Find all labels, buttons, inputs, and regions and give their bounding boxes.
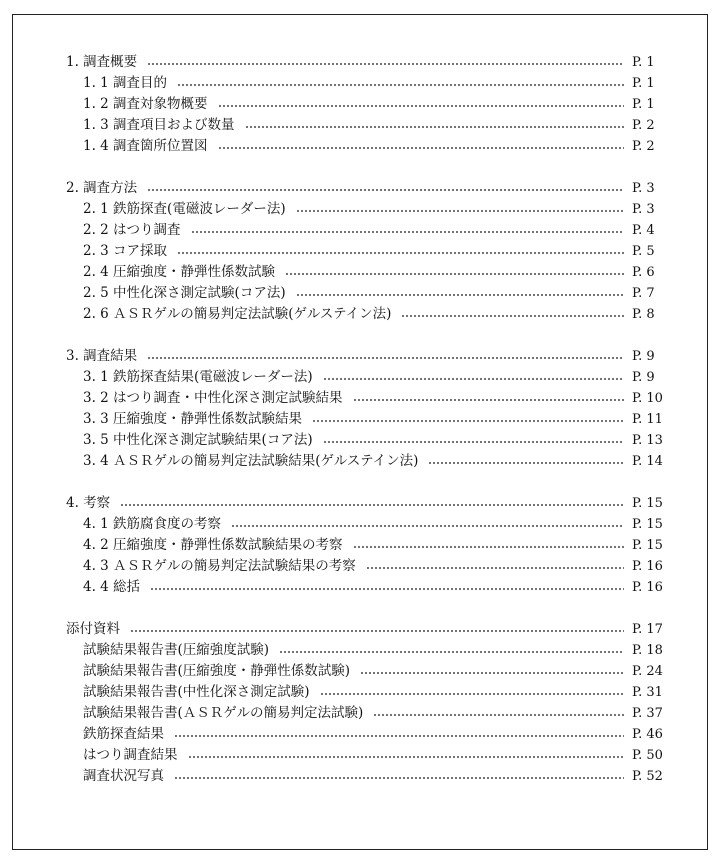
toc-item-title: 1. 1 調査目的 xyxy=(83,75,168,91)
page-number: P. 18 xyxy=(632,643,663,658)
page-number: P. 52 xyxy=(632,769,663,784)
page-number: P. 15 xyxy=(632,517,663,532)
page-number: P. 31 xyxy=(632,685,663,700)
page-number: P. 17 xyxy=(632,622,663,637)
toc-section-row xyxy=(66,52,672,73)
dot-leader xyxy=(323,378,624,380)
dot-leader xyxy=(147,357,624,359)
page-number: P. 46 xyxy=(632,727,663,742)
dot-leader xyxy=(174,735,624,737)
toc-item-title: 2. 1 鉄筋探査(電磁波レーダー法) xyxy=(83,201,286,217)
toc-item-row xyxy=(66,745,672,766)
toc-item-title: 調査状況写真 xyxy=(83,768,164,784)
dot-leader xyxy=(120,504,624,506)
toc-item-row xyxy=(66,451,672,472)
toc-item-title: 2. 2 はつり調査 xyxy=(83,222,181,238)
dot-leader xyxy=(296,210,624,212)
toc-item-row xyxy=(66,577,672,598)
toc-item-row xyxy=(66,661,672,682)
dot-leader xyxy=(231,525,624,527)
toc-item-title: 2. 6 ＡＳＲゲルの簡易判定法試験(ゲルステイン法) xyxy=(83,306,392,322)
toc-section-row xyxy=(66,178,672,199)
dot-leader xyxy=(366,567,624,569)
toc-item-row xyxy=(66,283,672,304)
toc-item-title: 鉄筋探査結果 xyxy=(83,726,164,742)
toc-item-row xyxy=(66,682,672,703)
toc-item-title: はつり調査結果 xyxy=(83,747,178,763)
dot-leader xyxy=(191,231,624,233)
dot-leader xyxy=(150,588,624,590)
page-number: P. 9 xyxy=(632,349,655,364)
page-number: P. 3 xyxy=(632,181,655,196)
section-spacer xyxy=(66,598,672,619)
toc-section-title: 3. 調査結果 xyxy=(66,348,138,364)
page-number: P. 13 xyxy=(632,433,663,448)
dot-leader xyxy=(353,546,624,548)
page-number: P. 14 xyxy=(632,454,663,469)
page-number: P. 2 xyxy=(632,139,655,154)
page-number: P. 15 xyxy=(632,496,663,511)
toc-item-title: 3. 2 はつり調査・中性化深さ測定試験結果 xyxy=(83,390,343,406)
page-number: P. 24 xyxy=(632,664,663,679)
toc-item-row xyxy=(66,241,672,262)
dot-leader xyxy=(218,105,624,107)
toc-item-title: 4. 4 総括 xyxy=(83,579,141,595)
toc-item-row xyxy=(66,430,672,451)
toc-item-row xyxy=(66,556,672,577)
page-number: P. 2 xyxy=(632,118,655,133)
dot-leader xyxy=(174,777,624,779)
dot-leader xyxy=(296,294,624,296)
toc-item-row xyxy=(66,262,672,283)
toc-section-title: 1. 調査概要 xyxy=(66,54,138,70)
dot-leader xyxy=(245,126,624,128)
toc-item-title: 3. 3 圧縮強度・静弾性係数試験結果 xyxy=(83,411,303,427)
toc-item-row xyxy=(66,73,672,94)
toc-section-title: 4. 考察 xyxy=(66,495,111,511)
toc-item-title: 2. 4 圧縮強度・静弾性係数試験 xyxy=(83,264,276,280)
dot-leader xyxy=(130,630,624,632)
dot-leader xyxy=(373,714,624,716)
dot-leader xyxy=(285,273,624,275)
toc-item-title: 1. 4 調査箇所位置図 xyxy=(83,138,208,154)
toc-item-row xyxy=(66,766,672,787)
dot-leader xyxy=(177,84,624,86)
toc-item-title: 4. 3 ＡＳＲゲルの簡易判定法試験結果の考察 xyxy=(83,558,356,574)
page-number: P. 16 xyxy=(632,580,663,595)
page-number: P. 1 xyxy=(632,76,655,91)
page-number: P. 4 xyxy=(632,223,655,238)
toc-section-title: 添付資料 xyxy=(66,621,120,637)
dot-leader xyxy=(188,756,625,758)
toc-section-row xyxy=(66,346,672,367)
toc-item-title: 4. 1 鉄筋腐食度の考察 xyxy=(83,516,222,532)
toc-item-title: 2. 3 コア採取 xyxy=(83,243,168,259)
dot-leader xyxy=(177,252,624,254)
page-number: P. 50 xyxy=(632,748,663,763)
toc-item-title: 2. 5 中性化深さ測定試験(コア法) xyxy=(83,285,286,301)
page-number: P. 1 xyxy=(632,55,655,70)
toc-item-title: 試験結果報告書(圧縮強度・静弾性係数試験) xyxy=(83,663,351,679)
dot-leader xyxy=(428,462,624,464)
section-spacer xyxy=(66,325,672,346)
page-number: P. 10 xyxy=(632,391,663,406)
toc-item-title: 試験結果報告書(ＡＳＲゲルの簡易判定法試験) xyxy=(83,705,364,721)
page-number: P. 3 xyxy=(632,202,655,217)
toc-item-title: 1. 3 調査項目および数量 xyxy=(83,117,235,133)
dot-leader xyxy=(401,315,624,317)
toc-item-title: 4. 2 圧縮強度・静弾性係数試験結果の考察 xyxy=(83,537,343,553)
dot-leader xyxy=(360,672,624,674)
toc-item-row xyxy=(66,703,672,724)
toc-item-row xyxy=(66,199,672,220)
page-number: P. 16 xyxy=(632,559,663,574)
dot-leader xyxy=(218,147,624,149)
page-number: P. 9 xyxy=(632,370,655,385)
toc-item-row xyxy=(66,115,672,136)
section-spacer xyxy=(66,472,672,493)
toc-item-title: 試験結果報告書(圧縮強度試験) xyxy=(83,642,270,658)
toc-item-row xyxy=(66,409,672,430)
dot-leader xyxy=(312,420,624,422)
section-spacer xyxy=(66,157,672,178)
page-number: P. 7 xyxy=(632,286,655,301)
page-number: P. 6 xyxy=(632,265,655,280)
toc-item-title: 3. 5 中性化深さ測定試験結果(コア法) xyxy=(83,432,313,448)
toc-item-row xyxy=(66,94,672,115)
toc-item-row xyxy=(66,535,672,556)
dot-leader xyxy=(147,63,624,65)
toc-item-title: 1. 2 調査対象物概要 xyxy=(83,96,208,112)
page-number: P. 37 xyxy=(632,706,663,721)
document-page xyxy=(12,14,708,850)
table-of-contents xyxy=(66,52,672,787)
toc-item-row xyxy=(66,640,672,661)
dot-leader xyxy=(147,189,624,191)
toc-item-title: 試験結果報告書(中性化深さ測定試験) xyxy=(83,684,310,700)
dot-leader xyxy=(353,399,624,401)
toc-section-row xyxy=(66,619,672,640)
toc-item-row xyxy=(66,304,672,325)
toc-item-title: 3. 4 ＡＳＲゲルの簡易判定法試験結果(ゲルステイン法) xyxy=(83,453,419,469)
page-number: P. 1 xyxy=(632,97,655,112)
page-number: P. 8 xyxy=(632,307,655,322)
page-number: P. 11 xyxy=(632,412,663,427)
dot-leader xyxy=(320,693,624,695)
toc-item-title: 3. 1 鉄筋探査結果(電磁波レーダー法) xyxy=(83,369,313,385)
toc-item-row xyxy=(66,724,672,745)
toc-section-row xyxy=(66,493,672,514)
toc-item-row xyxy=(66,136,672,157)
toc-item-row xyxy=(66,220,672,241)
page-number: P. 15 xyxy=(632,538,663,553)
toc-section-title: 2. 調査方法 xyxy=(66,180,138,196)
dot-leader xyxy=(279,651,624,653)
dot-leader xyxy=(323,441,624,443)
toc-item-row xyxy=(66,388,672,409)
toc-item-row xyxy=(66,514,672,535)
toc-item-row xyxy=(66,367,672,388)
page-number: P. 5 xyxy=(632,244,655,259)
